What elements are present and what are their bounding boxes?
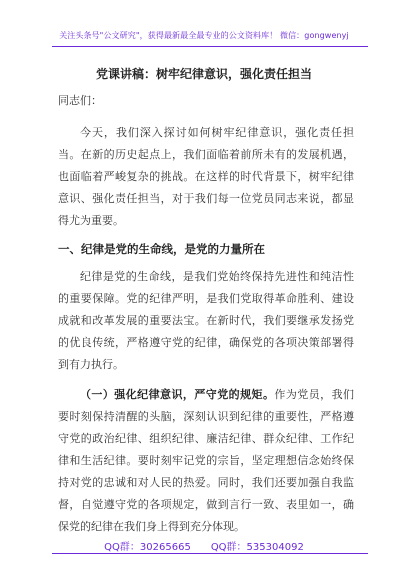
footer-contact [0, 538, 408, 553]
section-paragraph: 纪律是党的生命线，是我们党始终保持先进性和纯洁性的重要保障。党的纪律严明，是我们党取得革命胜利、建设成就和改革发展的重要法宝。在新时代，我们要继承发扬党的优良传统，严格遵守党的纪律，确保党的各项决策部署得到有力执行。 [58, 270, 354, 371]
subsection-paragraph [58, 384, 354, 538]
intro-paragraph: 今天，我们深入探讨如何树牢纪律意识，强化责任担当。在新的历史起点上，我们面临着前所未有的发展机遇，也面临着严峻复杂的挑战。在这样的时代背景下，树牢纪律意识、强化责任担当，对于我们每一位党员同志来说，都显得尤为重要。 [58, 126, 354, 227]
footer-qq-group-1: QQ群：30265665 [104, 542, 191, 553]
document-body [58, 90, 354, 538]
document-title: 党课讲稿：树牢纪律意识，强化责任担当 [95, 67, 312, 81]
salutation: 同志们： [58, 94, 102, 107]
header-watermark: 关注头条号"公文研究"，获得最新最全最专业的公文资料库！ 微信：gongwenyj [59, 31, 349, 40]
subsection-heading: （一）强化纪律意识，严守党的规矩。 [80, 388, 275, 401]
footer-qq-group-2: QQ群：535304092 [210, 542, 304, 553]
section-heading: 一、纪律是党的生命线，是党的力量所在 [58, 242, 265, 256]
header-divider [52, 46, 368, 47]
subsection-text: 作为党员，我们要时刻保持清醒的头脑，深刻认识到纪律的重要性，严格遵守党的政治纪律、组织纪律、廉洁纪律、群众纪律、工作纪律和生活纪律。要时刻牢记党的宗旨，坚定理想信念始终保持对党的忠诚和对人民的热爱。同时，我们还要加强自我监督，自觉遵守党的各项规定，做到言行一致、表里如一，确保党的纪律在我们身上得到充分体现。 [58, 388, 354, 533]
footer-divider [52, 553, 368, 554]
